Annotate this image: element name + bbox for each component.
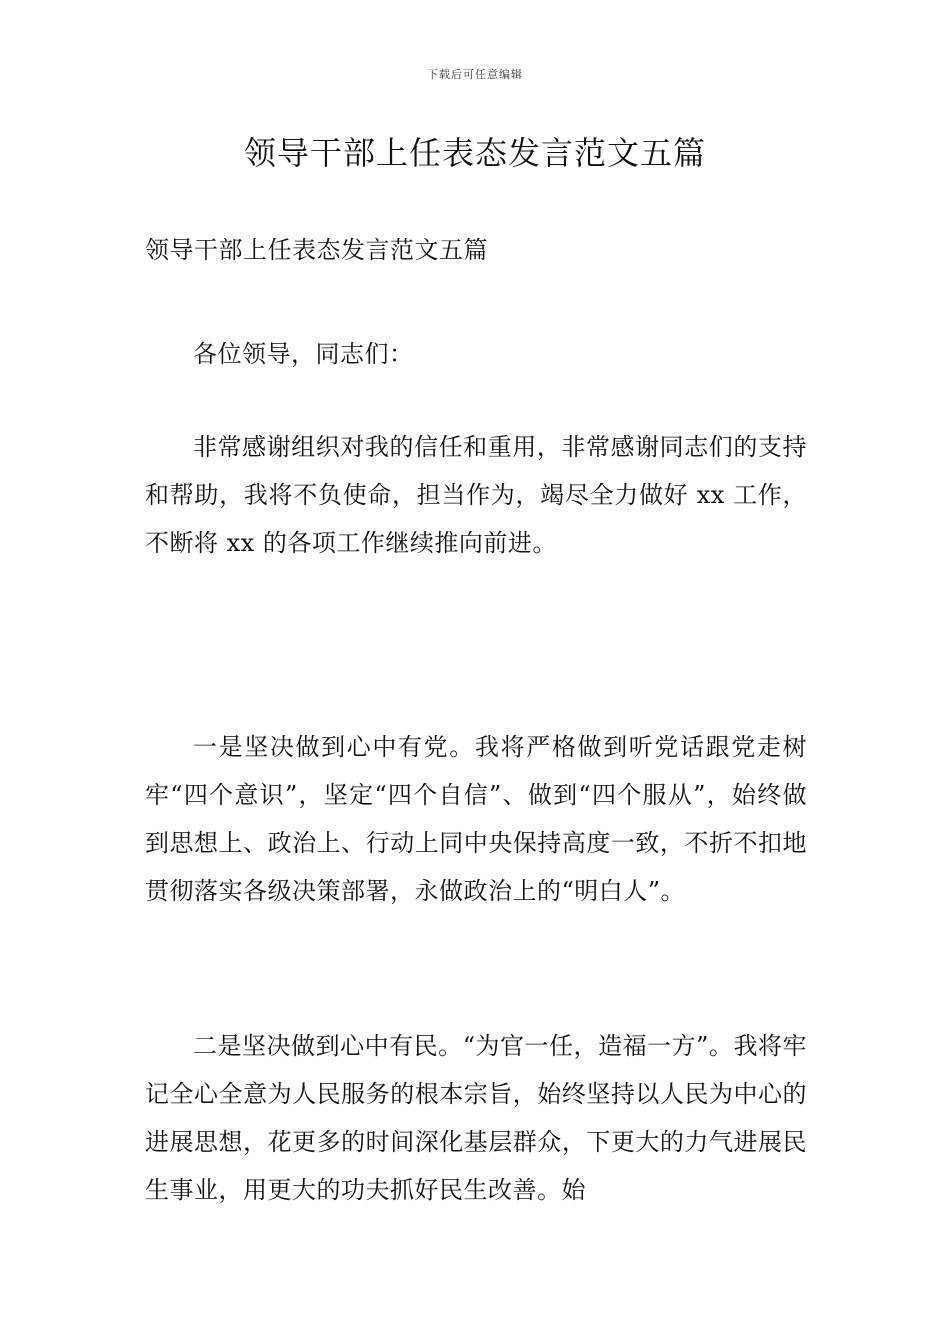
document-subtitle: 领导干部上任表态发言范文五篇 xyxy=(145,236,488,264)
document-title: 领导干部上任表态发言范文五篇 xyxy=(243,134,706,172)
salutation-paragraph: 各位领导，同志们： xyxy=(193,340,414,368)
body-paragraph-1: 非常感谢组织对我的信任和重用，非常感谢同志们的支持和帮助，我将不负使命，担当作为，竭尽全力做好 xx 工作，不断将 xx 的各项工作继续推向前进。 xyxy=(145,433,807,557)
download-note: 下载后可任意编辑 xyxy=(427,68,523,81)
body-paragraph-2: 一是坚决做到心中有党。我将严格做到听党话跟党走树牢“四个意识”，坚定“四个自信”、做到“四个服从”，始终做到思想上、政治上、行动上同中央保持高度一致，不折不扣地贯彻落实各级决策部署，永做政治上的“明白人”。 xyxy=(145,733,807,905)
body-paragraph-3: 二是坚决做到心中有民。“为官一任，造福一方”。我将牢记全心全意为人民服务的根本宗旨，始终坚持以人民为中心的进展思想，花更多的时间深化基层群众，下更大的力气进展民生事业，用更大的功夫抓好民生改善。始 xyxy=(145,1032,807,1204)
